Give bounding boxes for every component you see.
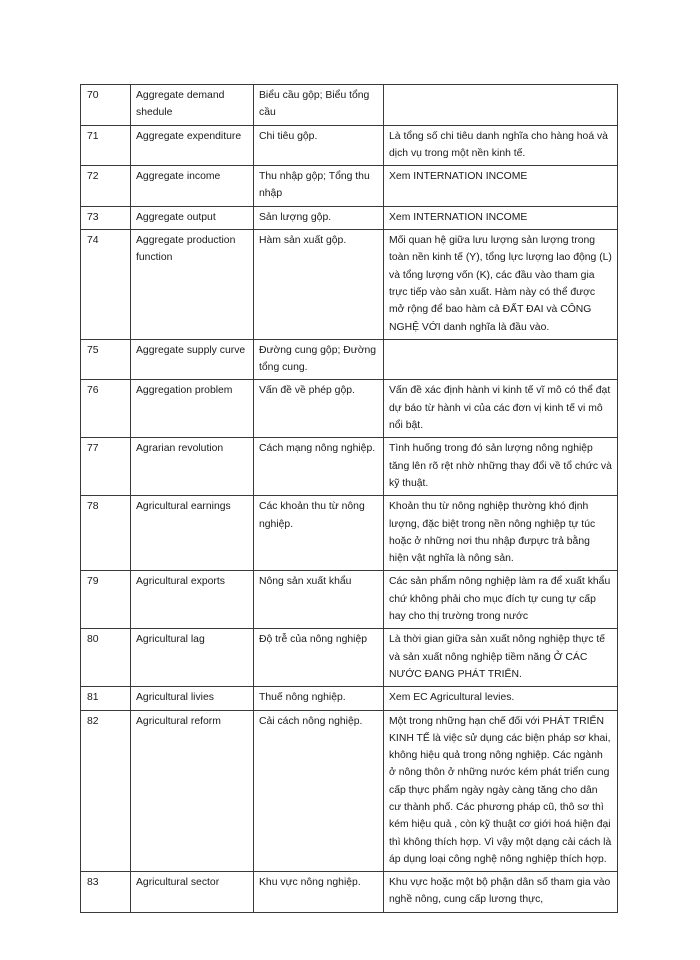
cell-entry-number: 73: [81, 206, 131, 229]
cell-entry-number: 83: [81, 872, 131, 913]
cell-description: Một trong những hạn chế đối với PHÁT TRIỂN KINH TẾ là việc sử dụng các biện pháp sơ khai, không hiệu quả trong nông nghiệp. Các ngành ở nông thôn ở những nước kém phát triển cung cấp thực phẩm ngày ngày càng tăng cho dân cư thành phố. Các phương pháp cũ, thô sơ thì kém hiệu quả , còn kỹ thuật cơ giới hoá hiện đại thì không thích hợp. Vì vậy một dạng cải cách là áp dụng loại công nghệ nông nghiệp thích hợp.: [384, 710, 618, 872]
cell-vietnamese: Các khoản thu từ nông nghiệp.: [254, 496, 384, 571]
table-row: [81, 380, 618, 438]
cell-term: Aggregation problem: [131, 380, 254, 438]
cell-description: [384, 85, 618, 126]
cell-entry-number: 82: [81, 710, 131, 872]
cell-description: Xem INTERNATION INCOME: [384, 206, 618, 229]
cell-description: Các sản phẩm nông nghiệp làm ra để xuất khẩu chứ không phải cho mục đích tự cung tự cấp hay cho thị trường trong nước: [384, 571, 618, 629]
table-row: [81, 125, 618, 166]
cell-vietnamese: Thuế nông nghiệp.: [254, 687, 384, 710]
glossary-table-body: [81, 85, 618, 913]
table-row: [81, 571, 618, 629]
cell-vietnamese: Cải cách nông nghiệp.: [254, 710, 384, 872]
cell-vietnamese: Nông sản xuất khẩu: [254, 571, 384, 629]
table-row: [81, 629, 618, 687]
cell-vietnamese: Hàm sản xuất gộp.: [254, 230, 384, 340]
cell-term: Aggregate supply curve: [131, 339, 254, 380]
cell-term: Aggregate output: [131, 206, 254, 229]
cell-description: Khoản thu từ nông nghiệp thường khó định lượng, đặc biệt trong nền nông nghiệp tự túc hoặc ở những nơi thu nhập đưpực trả bằng hiện vật nghĩa là nông sản.: [384, 496, 618, 571]
cell-term: Agricultural exports: [131, 571, 254, 629]
cell-vietnamese: Biểu cầu gộp; Biểu tổng cầu: [254, 85, 384, 126]
cell-vietnamese: Sản lượng gộp.: [254, 206, 384, 229]
cell-description: [384, 339, 618, 380]
cell-vietnamese: Vấn đề về phép gộp.: [254, 380, 384, 438]
cell-entry-number: 79: [81, 571, 131, 629]
cell-vietnamese: Độ trễ của nông nghiệp: [254, 629, 384, 687]
cell-term: Aggregate income: [131, 166, 254, 207]
cell-description: Xem EC Agricultural levies.: [384, 687, 618, 710]
cell-term: Agricultural livies: [131, 687, 254, 710]
cell-term: Agricultural sector: [131, 872, 254, 913]
cell-entry-number: 81: [81, 687, 131, 710]
table-row: [81, 339, 618, 380]
cell-term: Agricultural earnings: [131, 496, 254, 571]
cell-entry-number: 77: [81, 438, 131, 496]
cell-description: Khu vực hoặc một bộ phận dân số tham gia vào nghề nông, cung cấp lương thực,: [384, 872, 618, 913]
cell-entry-number: 75: [81, 339, 131, 380]
cell-term: Agricultural lag: [131, 629, 254, 687]
cell-description: Là thời gian giữa sản xuất nông nghiệp thực tế và sản xuất nông nghiệp tiềm năng Ở CÁC NƯỚC ĐANG PHÁT TRIỂN.: [384, 629, 618, 687]
cell-term: Agricultural reform: [131, 710, 254, 872]
cell-entry-number: 71: [81, 125, 131, 166]
cell-entry-number: 78: [81, 496, 131, 571]
cell-description: Vấn đề xác định hành vi kinh tế vĩ mô có thể đạt dự báo từ hành vi của các đơn vị kinh tế vi mô nổi bật.: [384, 380, 618, 438]
cell-entry-number: 70: [81, 85, 131, 126]
cell-term: Aggregate production function: [131, 230, 254, 340]
cell-entry-number: 76: [81, 380, 131, 438]
table-row: [81, 230, 618, 340]
cell-vietnamese: Khu vực nông nghiệp.: [254, 872, 384, 913]
cell-vietnamese: Cách mạng nông nghiệp.: [254, 438, 384, 496]
cell-term: Agrarian revolution: [131, 438, 254, 496]
cell-description: Xem INTERNATION INCOME: [384, 166, 618, 207]
table-row: [81, 206, 618, 229]
cell-vietnamese: Đường cung gộp; Đường tổng cung.: [254, 339, 384, 380]
glossary-table: [80, 84, 618, 913]
table-row: [81, 710, 618, 872]
cell-description: Tình huống trong đó sản lượng nông nghiệp tăng lên rõ rệt nhờ những thay đổi về tổ chức và kỹ thuật.: [384, 438, 618, 496]
cell-description: Mối quan hệ giữa lưu lượng sản lượng trong toàn nền kinh tế (Y), tổng lực lượng lao động (L) và tổng lượng vốn (K), các đầu vào tham gia trực tiếp vào sản xuất. Hàm này có thể được mở rộng để bao hàm cả ĐẤT ĐAI và CÔNG NGHỆ VỚI danh nghĩa là đầu vào.: [384, 230, 618, 340]
table-row: [81, 85, 618, 126]
cell-entry-number: 74: [81, 230, 131, 340]
table-row: [81, 438, 618, 496]
cell-term: Aggregate demand shedule: [131, 85, 254, 126]
table-row: [81, 496, 618, 571]
cell-vietnamese: Chi tiêu gộp.: [254, 125, 384, 166]
table-row: [81, 687, 618, 710]
cell-entry-number: 72: [81, 166, 131, 207]
cell-description: Là tổng số chi tiêu danh nghĩa cho hàng hoá và dịch vụ trong một nền kinh tế.: [384, 125, 618, 166]
cell-entry-number: 80: [81, 629, 131, 687]
cell-vietnamese: Thu nhập gộp; Tổng thu nhập: [254, 166, 384, 207]
table-row: [81, 872, 618, 913]
cell-term: Aggregate expenditure: [131, 125, 254, 166]
table-row: [81, 166, 618, 207]
